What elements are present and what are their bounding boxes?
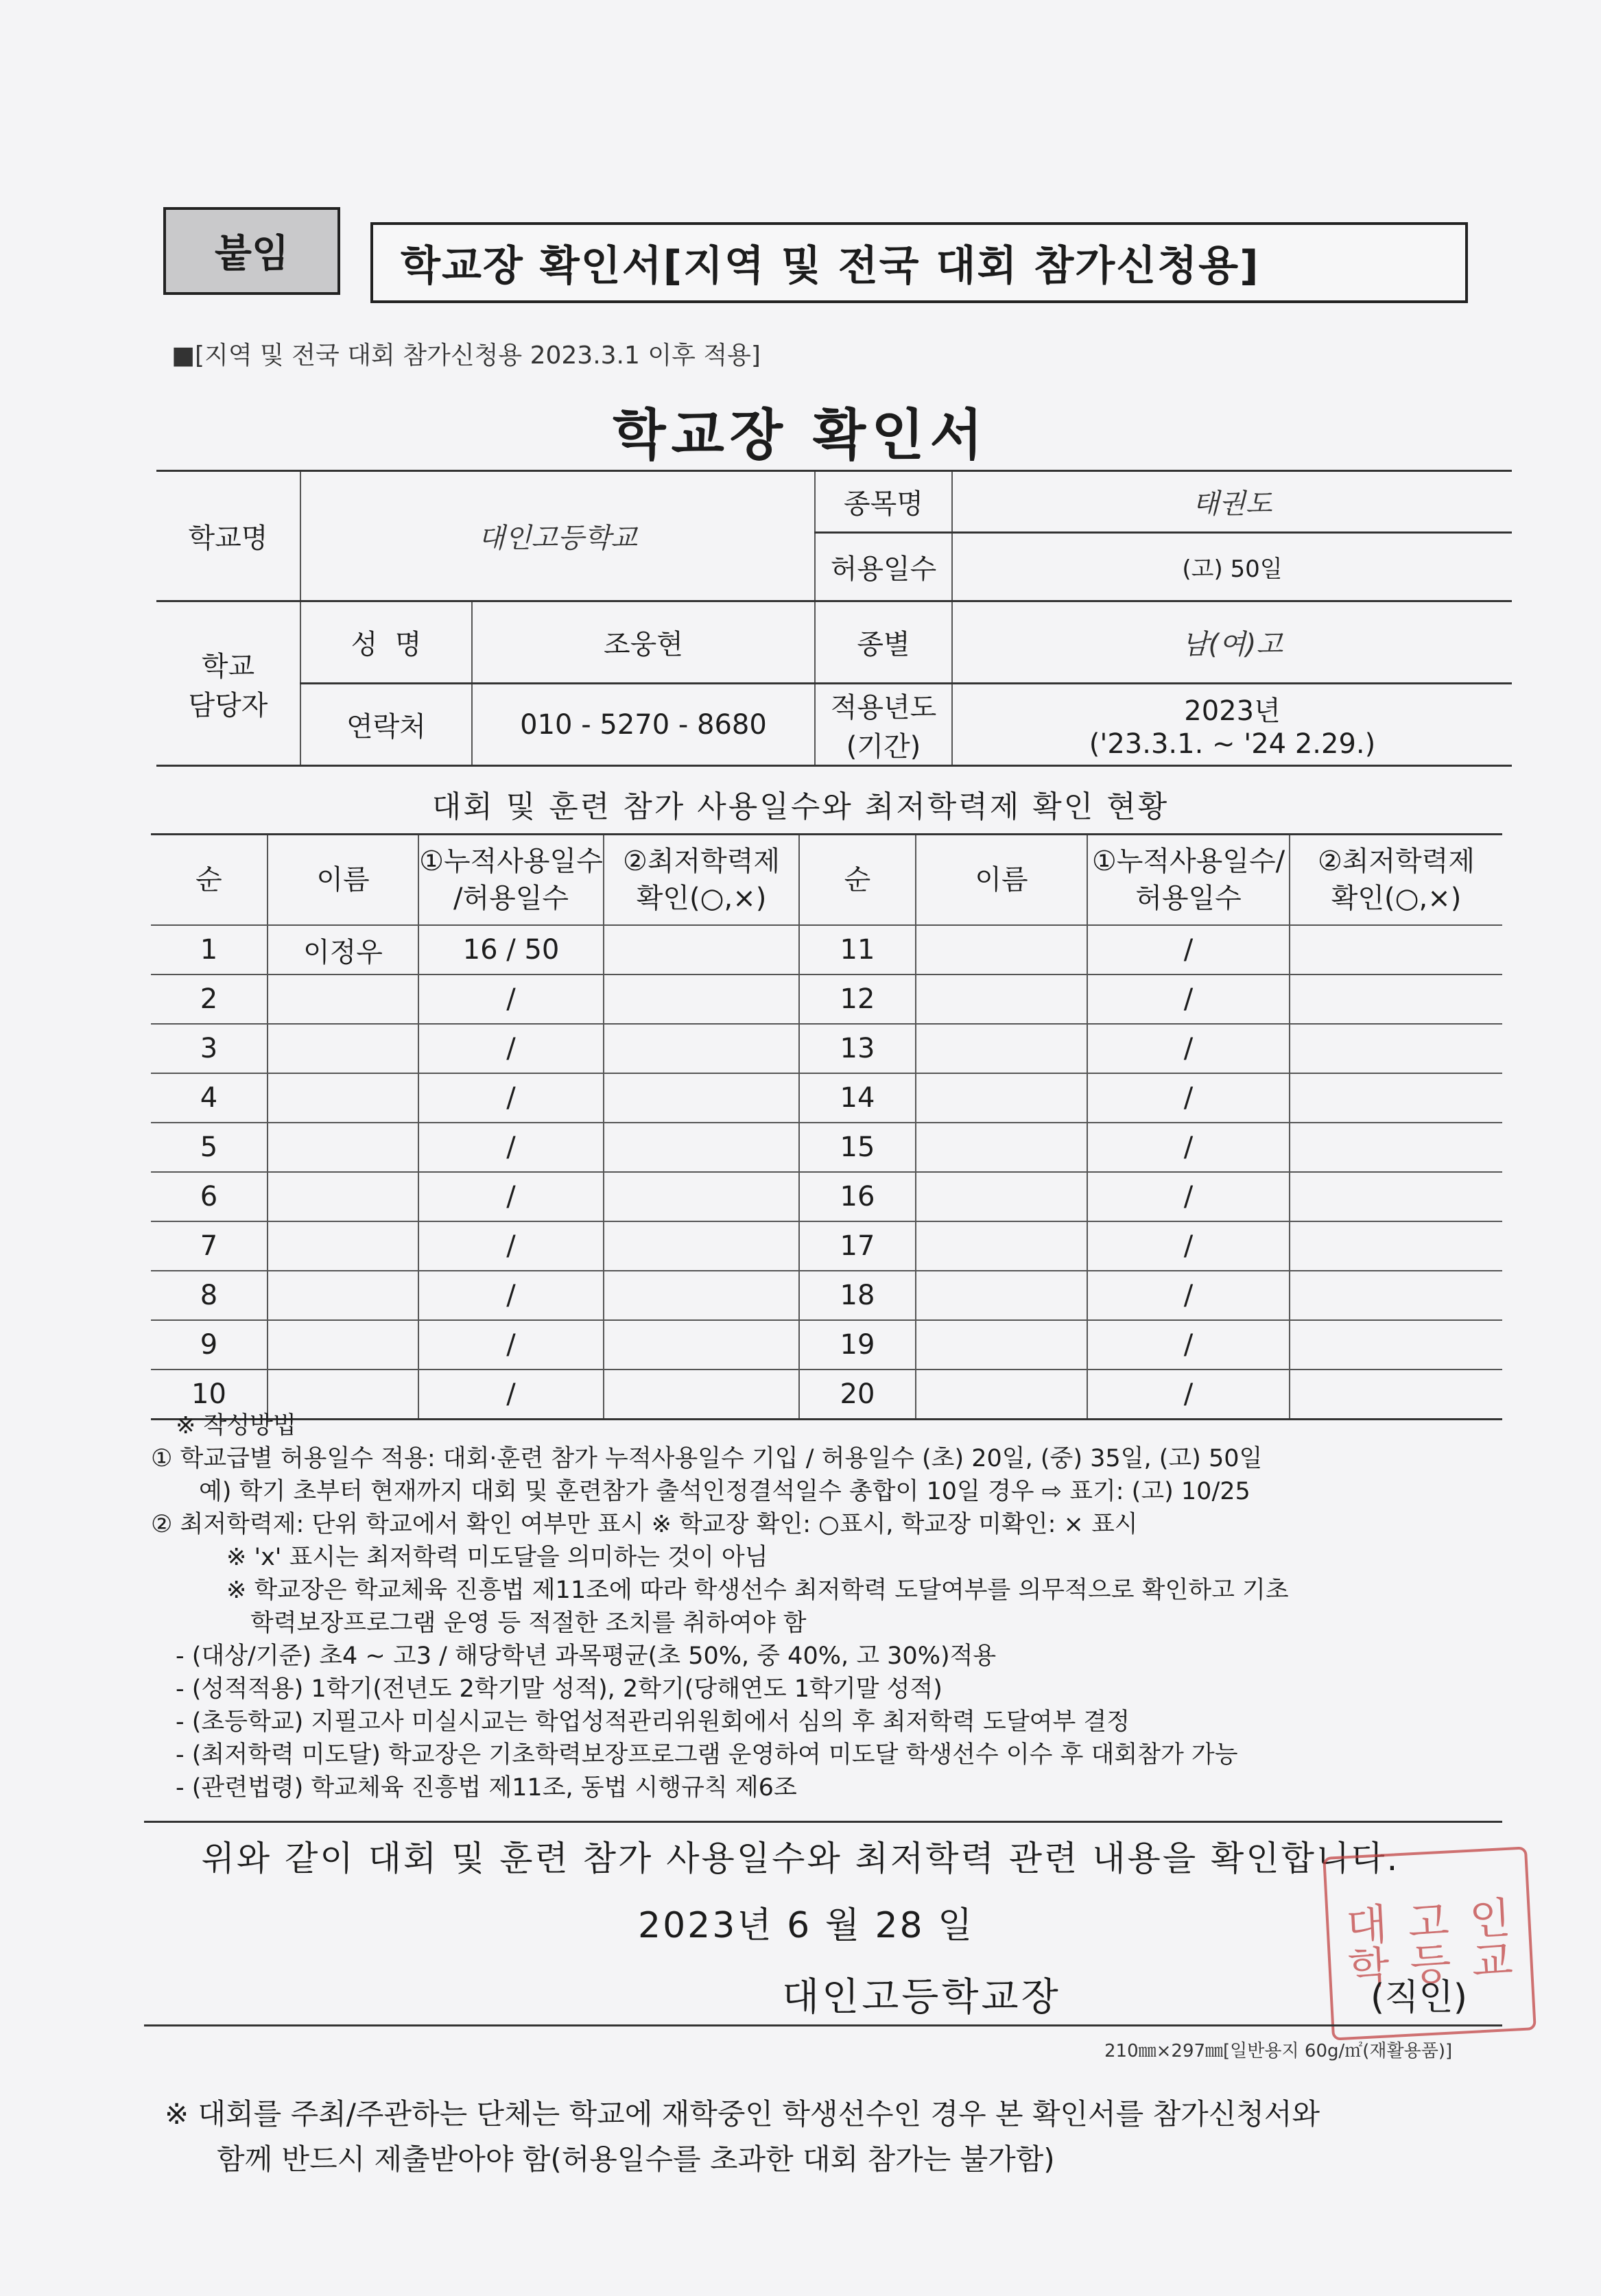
staff-label-line1: 학교 [201, 650, 255, 682]
row-number: 13 [799, 1024, 916, 1073]
roster-row [151, 1271, 1502, 1320]
used-days: / [418, 1172, 604, 1221]
header-days-line1: ①누적사용일수 [419, 846, 603, 877]
used-days: / [1087, 1073, 1290, 1123]
student-name [916, 1271, 1087, 1320]
header-days [418, 835, 604, 926]
roster-row [151, 1221, 1502, 1271]
allowed-days-label: 허용일수 [815, 533, 952, 601]
min-academic-check [604, 1221, 799, 1271]
category-label: 종별 [815, 601, 952, 684]
min-academic-check [1290, 1271, 1502, 1320]
min-academic-check [1290, 1172, 1502, 1221]
divider [144, 1821, 1502, 1823]
year-label [815, 684, 952, 766]
row-number: 2 [151, 974, 268, 1024]
scope-note: ■[지역 및 전국 대회 참가신청용 2023.3.1 이후 적용] [171, 342, 761, 370]
used-days: / [1087, 1024, 1290, 1073]
student-name [268, 1221, 418, 1271]
header-days-right-line2: 허용일수 [1135, 883, 1242, 914]
roster-row [151, 925, 1502, 974]
sport-value: 태권도 [952, 471, 1512, 533]
student-name [268, 1271, 418, 1320]
student-name [268, 1123, 418, 1172]
roster-row [151, 1320, 1502, 1370]
row-number: 3 [151, 1024, 268, 1073]
roster-row [151, 1024, 1502, 1073]
category-value: 남(여)고 [952, 601, 1512, 684]
attachment-tag: 붙임 [163, 207, 340, 295]
period-text: ('23.3.1. ~ '24 2.29.) [1089, 728, 1376, 760]
min-academic-check [604, 1271, 799, 1320]
roster-subtitle: 대회 및 훈련 참가 사용일수와 최저학력제 확인 현황 [431, 789, 1170, 824]
seal-char: 교 [1470, 1935, 1515, 1987]
submission-note-line2: 함께 반드시 제출받아야 함(허용일수를 초과한 대회 참가는 불가함) [217, 2142, 1055, 2176]
header-days-right [1087, 835, 1290, 926]
used-days: / [418, 974, 604, 1024]
used-days: / [418, 1221, 604, 1271]
student-name [268, 1073, 418, 1123]
student-name: 이정우 [268, 925, 418, 974]
contact-value: 010 - 5270 - 8680 [472, 684, 815, 766]
used-days: / [1087, 1370, 1290, 1420]
min-academic-check [604, 925, 799, 974]
sport-label: 종목명 [815, 471, 952, 533]
header-days-line2: /허용일수 [453, 883, 569, 914]
issue-date: 2023년 6 월 28 일 [638, 1905, 975, 1946]
writing-instructions [151, 1409, 1509, 1804]
student-name [916, 1024, 1087, 1073]
note-item: - (초등학교) 지필고사 미실시교는 학업성적관리위원회에서 심의 후 최저학력 도달여부 결정 [176, 1708, 1130, 1736]
used-days: / [1087, 925, 1290, 974]
min-academic-check [604, 1024, 799, 1073]
note-item: - (대상/기준) 초4 ~ 고3 / 해당학년 과목평균(초 50%, 중 40%, 고 30%)적용 [176, 1642, 997, 1670]
year-value [952, 684, 1512, 766]
divider [144, 2024, 1502, 2026]
document-title: 학교장 확인서 [613, 403, 988, 467]
used-days: / [1087, 1221, 1290, 1271]
used-days: / [1087, 1271, 1290, 1320]
submission-note-line1: ※ 대회를 주최/주관하는 단체는 학교에 재학중인 학생선수인 경우 본 확인서를 참가신청서와 [165, 2097, 1320, 2131]
seal-char: 등 [1408, 1938, 1453, 1991]
student-name [268, 1172, 418, 1221]
note-item: 예) 학기 초부터 현재까지 대회 및 훈련참가 출석인정결석일수 총합이 10일 경우 ⇨ 표기: (고) 10/25 [199, 1478, 1250, 1505]
student-name [916, 1221, 1087, 1271]
form-title-box: 학교장 확인서[지역 및 전국 대회 참가신청용] [370, 222, 1468, 303]
row-number: 17 [799, 1221, 916, 1271]
row-number: 15 [799, 1123, 916, 1172]
note-item: ② 최저학력제: 단위 학교에서 확인 여부만 표시 ※ 학교장 확인: ○표시, 학교장 미확인: × 표시 [151, 1511, 1138, 1538]
school-name: 대인고등학교 [300, 471, 815, 601]
min-academic-check [604, 1172, 799, 1221]
paper-spec: 210㎜×297㎜[일반용지 60g/㎡(재활용품)] [1104, 2041, 1453, 2061]
row-number: 7 [151, 1221, 268, 1271]
row-number: 11 [799, 925, 916, 974]
header-name: 이름 [268, 835, 418, 926]
note-item: - (성적적용) 1학기(전년도 2학기말 성적), 2학기(당해연도 1학기말 성적) [176, 1675, 942, 1703]
min-academic-check [1290, 925, 1502, 974]
header-check-right-line1: ②최저학력제 [1317, 846, 1475, 877]
note-item: - (관련법령) 학교체육 진흥법 제11조, 동법 시행규칙 제6조 [176, 1774, 797, 1802]
header-check-line1: ②최저학력제 [622, 846, 781, 877]
staff-label [156, 601, 300, 766]
seal-char: 대 [1344, 1899, 1389, 1952]
row-number: 9 [151, 1320, 268, 1370]
seal-char: 고 [1406, 1896, 1451, 1948]
issuer-name: 대인고등학교장 [782, 1975, 1061, 2020]
year-text: 2023년 [1184, 695, 1281, 727]
staff-label-line2: 담당자 [188, 689, 268, 721]
student-name [916, 925, 1087, 974]
used-days: / [1087, 1320, 1290, 1370]
student-name [268, 1024, 418, 1073]
row-number: 12 [799, 974, 916, 1024]
student-name [916, 1172, 1087, 1221]
header-days-right-line1: ①누적사용일수/ [1091, 846, 1285, 877]
note-heading: ※ 작성방법 [176, 1412, 296, 1439]
roster-header-row [151, 835, 1502, 926]
student-name [268, 1320, 418, 1370]
used-days: / [1087, 1123, 1290, 1172]
roster-row [151, 1172, 1502, 1221]
used-days: / [418, 1024, 604, 1073]
row-number: 18 [799, 1271, 916, 1320]
allowed-days-value: (고) 50일 [952, 533, 1512, 601]
contact-label: 연락처 [300, 684, 472, 766]
confirmation-statement: 위와 같이 대회 및 훈련 참가 사용일수와 최저학력 관련 내용을 확인합니다. [201, 1839, 1400, 1878]
note-item: 학력보장프로그램 운영 등 적절한 조치를 취하여야 함 [250, 1610, 807, 1637]
student-name [268, 974, 418, 1024]
staff-name-label: 성 명 [300, 601, 472, 684]
used-days: / [418, 1370, 604, 1420]
roster-row [151, 1073, 1502, 1123]
row-number: 1 [151, 925, 268, 974]
row-number: 19 [799, 1320, 916, 1370]
submission-note [165, 2092, 1320, 2182]
row-number: 8 [151, 1271, 268, 1320]
used-days: / [418, 1073, 604, 1123]
min-academic-check [1290, 1024, 1502, 1073]
student-name [916, 1320, 1087, 1370]
school-info-table [156, 470, 1512, 767]
header-name-right: 이름 [916, 835, 1087, 926]
min-academic-check [604, 974, 799, 1024]
roster-row [151, 974, 1502, 1024]
header-check-right-line2: 확인(○,×) [1331, 883, 1462, 914]
row-number: 6 [151, 1172, 268, 1221]
header-no-right: 순 [799, 835, 916, 926]
row-number: 4 [151, 1073, 268, 1123]
header-no: 순 [151, 835, 268, 926]
seal-char: 학 [1347, 1941, 1391, 1994]
used-days: / [418, 1271, 604, 1320]
min-academic-check [604, 1073, 799, 1123]
note-item: - (최저학력 미도달) 학교장은 기초학력보장프로그램 운영하여 미도달 학생선수 이수 후 대회참가 가능 [176, 1741, 1238, 1769]
roster-row [151, 1123, 1502, 1172]
year-label-line1: 적용년도 [830, 691, 937, 724]
header-check [604, 835, 799, 926]
seal-char: 인 [1468, 1892, 1513, 1945]
used-days: / [1087, 974, 1290, 1024]
year-label-line2: (기간) [846, 730, 921, 763]
roster-table [151, 833, 1502, 1420]
row-number: 16 [799, 1172, 916, 1221]
staff-name: 조웅현 [472, 601, 815, 684]
header-check-right [1290, 835, 1502, 926]
min-academic-check [1290, 974, 1502, 1024]
min-academic-check [604, 1123, 799, 1172]
row-number: 20 [799, 1370, 916, 1420]
row-number: 14 [799, 1073, 916, 1123]
used-days: / [1087, 1172, 1290, 1221]
used-days: / [418, 1320, 604, 1370]
row-number: 10 [151, 1370, 268, 1420]
min-academic-check [1290, 1073, 1502, 1123]
student-name [916, 1123, 1087, 1172]
student-name [916, 974, 1087, 1024]
student-name [916, 1073, 1087, 1123]
min-academic-check [1290, 1221, 1502, 1271]
header-check-line2: 확인(○,×) [636, 883, 767, 914]
seal-label: (직인) [1371, 1977, 1468, 2018]
min-academic-check [604, 1320, 799, 1370]
min-academic-check [1290, 1320, 1502, 1370]
school-label: 학교명 [156, 471, 300, 601]
used-days: 16 / 50 [418, 925, 604, 974]
note-item: ※ 'x' 표시는 최저학력 미도달을 의미하는 것이 아님 [226, 1544, 768, 1571]
note-item: ① 학교급별 허용일수 적용: 대회·훈련 참가 누적사용일수 기입 / 허용일수 (초) 20일, (중) 35일, (고) 50일 [151, 1445, 1263, 1472]
note-item: ※ 학교장은 학교체육 진흥법 제11조에 따라 학생선수 최저학력 도달여부를 의무적으로 확인하고 기초 [226, 1577, 1289, 1604]
row-number: 5 [151, 1123, 268, 1172]
min-academic-check [1290, 1123, 1502, 1172]
used-days: / [418, 1123, 604, 1172]
